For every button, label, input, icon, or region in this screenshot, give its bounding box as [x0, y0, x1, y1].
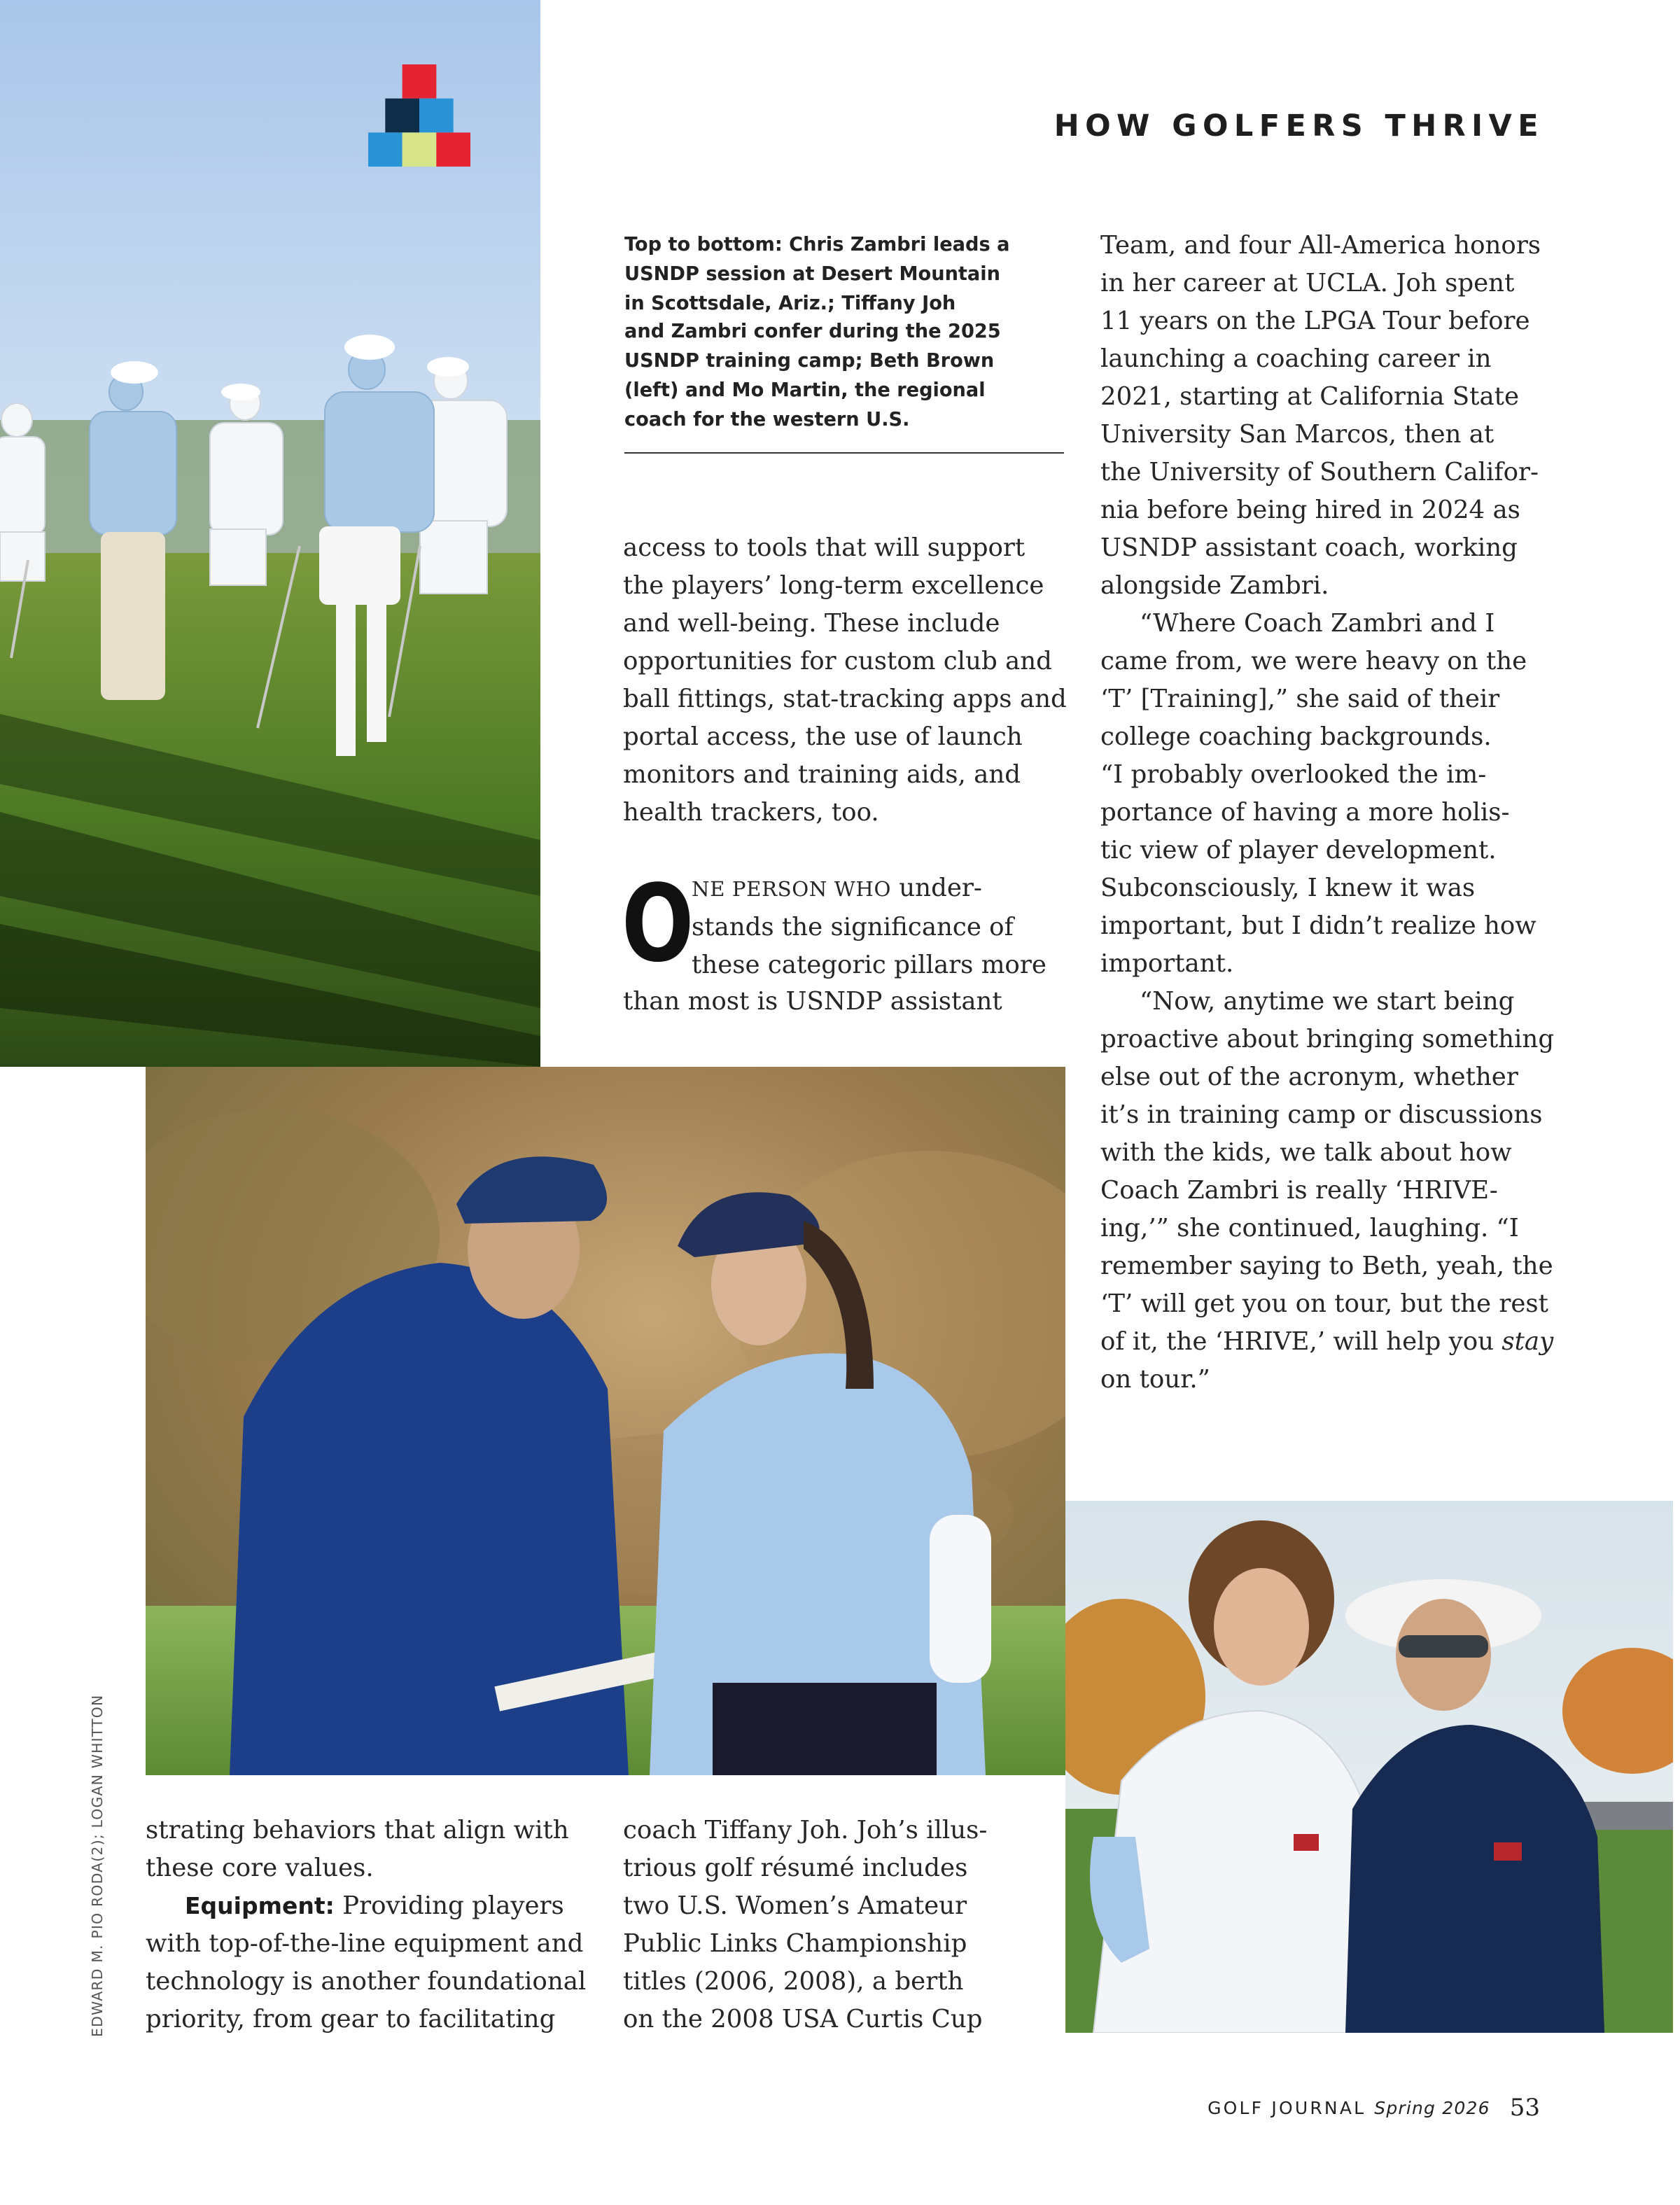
caption-line: coach for the western U.S. — [624, 408, 910, 431]
body-line: access to tools that will support — [623, 533, 1026, 563]
body-line: Subconsciously, I knew it was — [1100, 874, 1476, 903]
body-line — [692, 869, 1046, 909]
body-line: important, but I didn’t realize how — [1100, 911, 1536, 941]
body-line: with the kids, we talk about how — [1100, 1138, 1512, 1168]
body-line: two U.S. Women’s Amateur — [623, 1891, 967, 1921]
body-line — [1100, 1323, 1554, 1361]
body-line: USNDP assistant coach, working — [1100, 533, 1518, 563]
body-line: proactive about bringing something — [1100, 1025, 1555, 1054]
body-line: opportunities for custom club and — [623, 647, 1052, 676]
brown-martin-image — [1065, 1501, 1673, 2033]
body-line: these core values. — [146, 1854, 374, 1883]
logo-block-blue — [368, 132, 402, 167]
column-middle-top — [623, 529, 1067, 832]
issue-date: Spring 2026 — [1374, 2097, 1490, 2118]
body-line: on the 2008 USA Curtis Cup — [623, 2005, 983, 2034]
body-line: Public Links Championship — [623, 1929, 967, 1959]
caption-divider — [624, 452, 1064, 454]
body-line: important. — [1100, 949, 1234, 979]
body-line: 2021, starting at California State — [1100, 382, 1519, 412]
body-line: Coach Zambri is really ‘HRIVE- — [1100, 1176, 1498, 1205]
caption-line: in Scottsdale, Ariz.; Tiffany Joh — [624, 292, 956, 315]
body-line: 11 years on the LPGA Tour before — [1100, 307, 1530, 336]
body-line: ball fittings, stat-tracking apps and — [623, 685, 1067, 714]
body-line: these categoric pillars more — [692, 951, 1046, 980]
body-line: nia before being hired in 2024 as — [1100, 496, 1520, 525]
body-line: with top-of-the-line equipment and — [146, 1929, 584, 1959]
body-line: tic view of player development. — [1100, 836, 1497, 865]
body-line: portal access, the use of launch — [623, 722, 1023, 752]
body-line: than most is USNDP assistant — [623, 987, 1002, 1016]
dropcap-paragraph-full — [623, 983, 1002, 1021]
caption-line: USNDP session at Desert Mountain — [624, 262, 1000, 286]
smallcaps-lead: NE PERSON WHO — [692, 878, 891, 902]
body-text: of it, the ‘HRIVE,’ will help you — [1100, 1327, 1502, 1357]
body-line: and well-being. These include — [623, 609, 1000, 638]
body-line: the University of Southern Califor- — [1100, 458, 1539, 487]
body-line: stands the significance of — [692, 913, 1014, 942]
logo-block-blue-mid — [419, 99, 454, 133]
column-middle-bottom — [623, 1812, 987, 2038]
caption-line: USNDP training camp; Beth Brown — [624, 350, 995, 373]
body-line: ‘T’ will get you on tour, but the rest — [1100, 1289, 1548, 1319]
body-line: “Where Coach Zambri and I — [1140, 609, 1495, 638]
body-line: trious golf résumé includes — [623, 1854, 968, 1883]
logo-block-red-top — [402, 64, 437, 99]
body-line: strating behaviors that align with — [146, 1816, 569, 1845]
body-line: “Now, anytime we start being — [1140, 987, 1515, 1016]
page-footer — [1208, 2094, 1540, 2122]
caption-line: (left) and Mo Martin, the regional — [624, 379, 986, 402]
drop-cap: O — [622, 861, 694, 986]
body-line: monitors and training aids, and — [623, 760, 1021, 790]
photo-bottom-right — [1065, 1501, 1673, 2033]
logo-block-navy — [385, 99, 419, 133]
column-left-bottom — [146, 1812, 586, 2038]
body-line: coach Tiffany Joh. Joh’s illus- — [623, 1816, 988, 1845]
photo-caption — [624, 231, 1044, 435]
body-line: alongside Zambri. — [1100, 571, 1329, 601]
section-title: HOW GOLFERS THRIVE — [1054, 109, 1544, 144]
logo-block-yellow — [402, 132, 437, 167]
page-number: 53 — [1509, 2094, 1540, 2122]
body-line: ing,’” she continued, laughing. “I — [1100, 1214, 1519, 1243]
body-line: remember saying to Beth, yeah, the — [1100, 1252, 1553, 1281]
dropcap-paragraph-indented — [692, 869, 1046, 984]
body-line: it’s in training camp or discussions — [1100, 1100, 1543, 1130]
publication-name: GOLF JOURNAL — [1208, 2097, 1366, 2118]
body-line: college coaching backgrounds. — [1100, 722, 1492, 752]
body-line: “I probably overlooked the im- — [1100, 760, 1487, 790]
logo-block-red — [436, 132, 470, 167]
column-right — [1100, 227, 1554, 1399]
emphasis-text: stay — [1502, 1327, 1554, 1357]
caption-line: and Zambri confer during the 2025 — [624, 321, 1001, 344]
body-line: came from, we were heavy on the — [1100, 647, 1527, 676]
body-line: launching a coaching career in — [1100, 344, 1492, 374]
body-line: titles (2006, 2008), a berth — [623, 1967, 964, 1996]
body-line — [146, 1887, 586, 1925]
caption-line: Top to bottom: Chris Zambri leads a — [624, 234, 1010, 256]
body-line: technology is another foundational — [146, 1967, 587, 1996]
body-line: in her career at UCLA. Joh spent — [1100, 269, 1515, 298]
body-text: Providing players — [334, 1891, 564, 1921]
body-line: the players’ long-term excellence — [623, 571, 1044, 601]
coaches-conferring-image — [146, 1067, 1065, 1775]
body-line: University San Marcos, then at — [1100, 420, 1494, 449]
body-line: Team, and four All-America honors — [1100, 231, 1541, 260]
body-text: under- — [890, 874, 982, 903]
body-line: priority, from gear to facilitating — [146, 2005, 556, 2034]
body-line: health trackers, too. — [623, 798, 879, 827]
body-line: on tour.” — [1100, 1365, 1210, 1394]
body-line: else out of the acronym, whether — [1100, 1063, 1518, 1092]
body-line: ‘T’ [Training],” she said of their — [1100, 685, 1500, 714]
photo-middle — [146, 1067, 1065, 1775]
subhead-equipment: Equipment: — [185, 1893, 335, 1919]
usga-blocks-logo — [368, 64, 470, 167]
body-line: portance of having a more holis- — [1100, 798, 1510, 827]
photo-credit: EDWARD M. PIO RODA(2); LOGAN WHITTON — [91, 1694, 106, 2037]
